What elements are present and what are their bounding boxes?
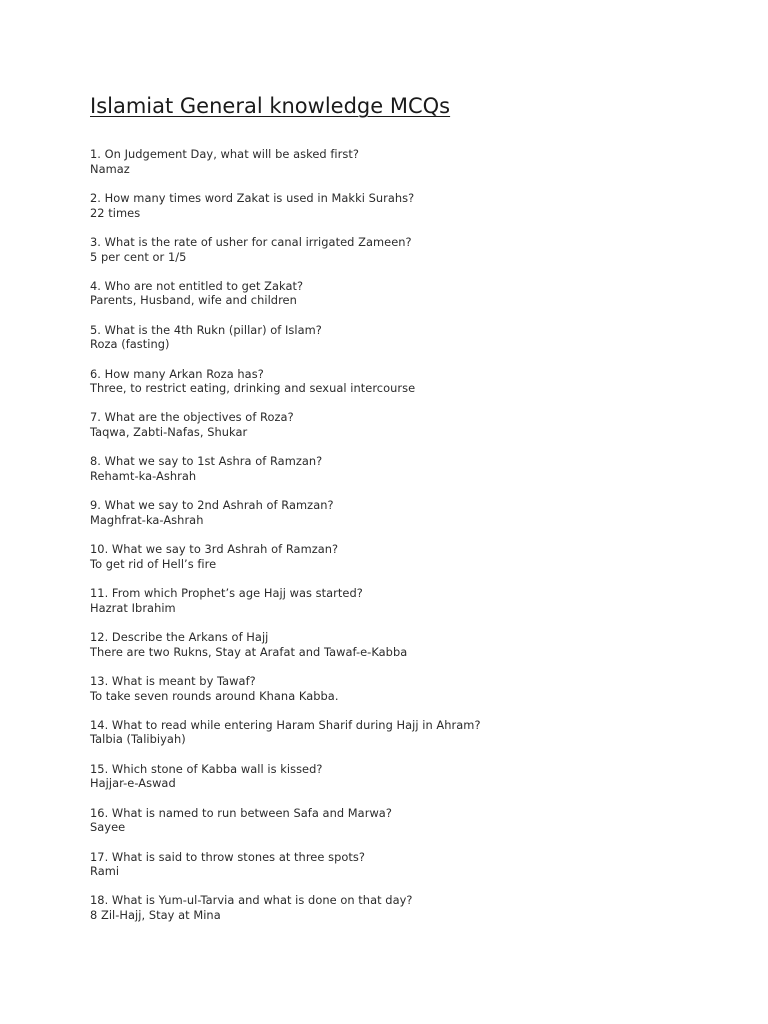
answer-text: There are two Rukns, Stay at Arafat and Tawaf-e-Kabba	[90, 644, 408, 659]
answer-text: 5 per cent or 1/5	[90, 249, 187, 264]
question-item	[90, 674, 481, 703]
question-item	[90, 762, 481, 791]
question-item	[90, 147, 481, 176]
document-page	[90, 93, 730, 923]
answer-text: To get rid of Hell’s fire	[90, 556, 217, 571]
question-item	[90, 454, 481, 483]
answer-text: Talbia (Talibiyah)	[90, 732, 186, 747]
answer-text: Rami	[90, 864, 120, 879]
answer-text: Sayee	[90, 820, 126, 835]
question-text: 8. What we say to 1st Ashra of Ramzan?	[90, 454, 323, 469]
question-item	[90, 586, 481, 615]
question-item	[90, 542, 481, 571]
document-title: Islamiat General knowledge MCQs	[90, 94, 451, 118]
question-item	[90, 718, 481, 747]
question-item	[90, 630, 481, 659]
answer-text: Hazrat Ibrahim	[90, 600, 176, 615]
question-text: 7. What are the objectives of Roza?	[90, 410, 294, 425]
question-text: 13. What is meant by Tawaf?	[90, 673, 256, 688]
question-text: 2. How many times word Zakat is used in Makki Surahs?	[90, 190, 415, 205]
answer-text: 22 times	[90, 205, 141, 220]
question-text: 4. Who are not entitled to get Zakat?	[90, 278, 304, 293]
question-text: 17. What is said to throw stones at three spots?	[90, 849, 365, 864]
question-text: 5. What is the 4th Rukn (pillar) of Islam?	[90, 322, 322, 337]
answer-text: To take seven rounds around Khana Kabba.	[90, 688, 339, 703]
answer-text: Parents, Husband, wife and children	[90, 293, 297, 308]
question-text: 15. Which stone of Kabba wall is kissed?	[90, 761, 323, 776]
question-text: 18. What is Yum-ul-Tarvia and what is done on that day?	[90, 893, 413, 908]
question-text: 1. On Judgement Day, what will be asked first?	[90, 147, 359, 161]
question-item	[90, 323, 481, 352]
question-item	[90, 850, 481, 879]
answer-text: Roza (fasting)	[90, 337, 170, 352]
answer-text: Namaz	[90, 161, 130, 176]
answer-text: Three, to restrict eating, drinking and sexual intercourse	[90, 381, 416, 396]
answer-text: 8 Zil-Hajj, Stay at Mina	[90, 908, 221, 923]
answer-text: Maghfrat-ka-Ashrah	[90, 512, 204, 527]
question-text: 6. How many Arkan Roza has?	[90, 366, 264, 381]
question-text: 11. From which Prophet’s age Hajj was started?	[90, 586, 363, 601]
question-item	[90, 235, 481, 264]
question-item	[90, 893, 481, 922]
question-item	[90, 498, 481, 527]
question-text: 16. What is named to run between Safa and Marwa?	[90, 805, 392, 820]
question-item	[90, 410, 481, 439]
question-item	[90, 191, 481, 220]
question-item	[90, 806, 481, 835]
question-text: 10. What we say to 3rd Ashrah of Ramzan?	[90, 542, 339, 557]
question-text: 9. What we say to 2nd Ashrah of Ramzan?	[90, 498, 334, 513]
answer-text: Taqwa, Zabti-Nafas, Shukar	[90, 425, 248, 440]
question-text: 3. What is the rate of usher for canal irrigated Zameen?	[90, 234, 412, 249]
question-text: 12. Describe the Arkans of Hajj	[90, 629, 269, 644]
answer-text: Hajjar-e-Aswad	[90, 776, 176, 791]
question-list	[90, 147, 481, 937]
question-text: 14. What to read while entering Haram Sharif during Hajj in Ahram?	[90, 717, 481, 732]
answer-text: Rehamt-ka-Ashrah	[90, 469, 197, 484]
question-item	[90, 279, 481, 308]
question-item	[90, 367, 481, 396]
